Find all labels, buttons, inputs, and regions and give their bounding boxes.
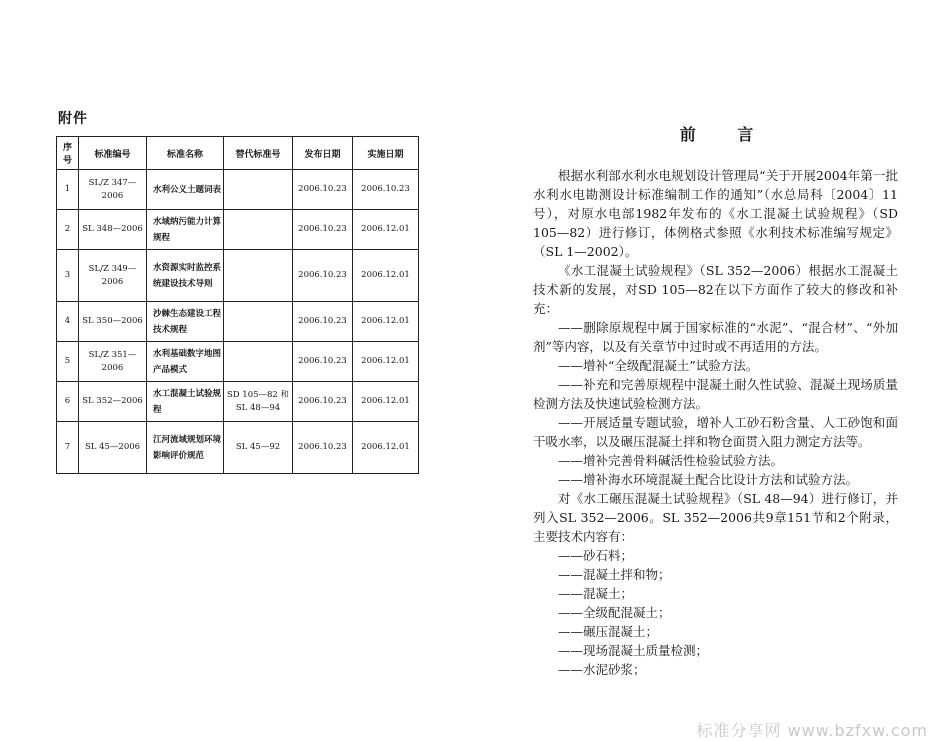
cell-standard-name: 水域纳污能力计算规程 — [147, 210, 224, 250]
change-item: ——开展适量专题试验，增补人工砂石粉含量、人工砂饱和面干吸水率，以及碾压混凝土拌和物仓面贯入阻力测定方法等。 — [533, 415, 898, 449]
cell-index: 7 — [57, 422, 79, 474]
cell-index: 4 — [57, 302, 79, 342]
cell-standard-name: 水资源实时监控系统建设技术导则 — [147, 250, 224, 302]
change-item: ——补充和完善原规程中混凝土耐久性试验、混凝土现场质量检测方法及快速试验检测方法。 — [533, 377, 898, 411]
cell-replaced-standard: SL 45—92 — [224, 422, 293, 474]
table-header-row — [57, 137, 419, 170]
cell-publish-date: 2006.10.23 — [293, 210, 353, 250]
cell-standard-name: 江河流域规划环境影响评价规范 — [147, 422, 224, 474]
preface-paragraph: 根据水利部水利水电规划设计管理局“关于开展2004年第一批水利水电勘测设计标准编制工作的通知”（水总局科〔2004〕11号），对原水电部1982年发布的《水工混凝土试验规程》（SD 105—82）进行修订，体例格式参照《水利技术标准编写规定》（SL 1—2002）。 — [533, 168, 898, 259]
cell-publish-date: 2006.10.23 — [293, 342, 353, 382]
cell-standard-name: 沙棘生态建设工程技术规程 — [147, 302, 224, 342]
table-row — [57, 342, 419, 382]
preface-paragraph: 《水工混凝土试验规程》（SL 352—2006）根据水工混凝土技术新的发展，对SD 105—82在以下方面作了较大的修改和补充： — [533, 263, 898, 316]
cell-effective-date: 2006.12.01 — [353, 250, 419, 302]
table-row — [57, 250, 419, 302]
header-standard-name: 标准名称 — [147, 137, 224, 170]
attachment-title: 附件 — [58, 111, 88, 127]
cell-standard-number: SL/Z 347—2006 — [79, 170, 147, 210]
cell-effective-date: 2006.12.01 — [353, 302, 419, 342]
watermark: 标准分享网 www.bzfxw.com — [696, 721, 928, 740]
header-effective-date: 实施日期 — [353, 137, 419, 170]
header-index: 序号 — [57, 137, 79, 170]
header-standard-number: 标准编号 — [79, 137, 147, 170]
cell-standard-number: SL 350—2006 — [79, 302, 147, 342]
cell-index: 6 — [57, 382, 79, 422]
cell-index: 1 — [57, 170, 79, 210]
cell-replaced-standard — [224, 170, 293, 210]
content-item: ——全级配混凝土； — [558, 605, 671, 620]
change-item: ——删除原规程中属于国家标准的“水泥”、“混合材”、“外加剂”等内容，以及有关章节中过时或不再适用的方法。 — [533, 320, 898, 354]
cell-replaced-standard — [224, 250, 293, 302]
cell-standard-number: SL 348—2006 — [79, 210, 147, 250]
cell-replaced-standard — [224, 302, 293, 342]
cell-effective-date: 2006.12.01 — [353, 210, 419, 250]
standards-table — [56, 136, 419, 474]
table-row — [57, 210, 419, 250]
content-item: ——碾压混凝土； — [558, 624, 659, 639]
cell-publish-date: 2006.10.23 — [293, 170, 353, 210]
cell-replaced-standard — [224, 210, 293, 250]
header-publish-date: 发布日期 — [293, 137, 353, 170]
cell-effective-date: 2006.12.01 — [353, 422, 419, 474]
content-item: ——混凝土； — [558, 586, 634, 601]
cell-index: 5 — [57, 342, 79, 382]
cell-standard-name: 水工混凝土试验规程 — [147, 382, 224, 422]
change-item: ——增补完善骨料碱活性检验试验方法。 — [558, 453, 784, 468]
cell-effective-date: 2006.12.01 — [353, 342, 419, 382]
content-item: ——水泥砂浆； — [558, 662, 646, 677]
cell-index: 3 — [57, 250, 79, 302]
cell-effective-date: 2006.12.01 — [353, 382, 419, 422]
content-item: ——现场混凝土质量检测； — [558, 643, 709, 658]
cell-standard-name: 水利基础数字地图产品模式 — [147, 342, 224, 382]
cell-standard-number: SL/Z 351—2006 — [79, 342, 147, 382]
change-item: ——增补海水环境混凝土配合比设计方法和试验方法。 — [558, 472, 859, 487]
cell-publish-date: 2006.10.23 — [293, 302, 353, 342]
header-replaced-standard: 替代标准号 — [224, 137, 293, 170]
cell-standard-number: SL/Z 349—2006 — [79, 250, 147, 302]
cell-publish-date: 2006.10.23 — [293, 382, 353, 422]
preface-title: 前 言 — [679, 125, 772, 144]
table-row — [57, 422, 419, 474]
content-item: ——砂石料； — [558, 548, 634, 563]
cell-replaced-standard: SD 105—82 和 SL 48—94 — [224, 382, 293, 422]
cell-publish-date: 2006.10.23 — [293, 250, 353, 302]
attachment-section — [56, 108, 418, 474]
table-row — [57, 170, 419, 210]
preface-section — [533, 120, 898, 679]
table-row — [57, 382, 419, 422]
change-item: ——增补“全级配混凝土”试验方法。 — [558, 358, 759, 373]
cell-standard-number: SL 352—2006 — [79, 382, 147, 422]
cell-standard-name: 水利公义土题词表 — [147, 170, 224, 210]
cell-effective-date: 2006.10.23 — [353, 170, 419, 210]
cell-publish-date: 2006.10.23 — [293, 422, 353, 474]
preface-paragraph: 对《水工碾压混凝土试验规程》（SL 48—94）进行修订，并列入SL 352—2006。SL 352—2006共9章151节和2个附录，主要技术内容有： — [533, 491, 898, 544]
content-item: ——混凝土拌和物； — [558, 567, 671, 582]
cell-index: 2 — [57, 210, 79, 250]
cell-standard-number: SL 45—2006 — [79, 422, 147, 474]
cell-replaced-standard — [224, 342, 293, 382]
table-row — [57, 302, 419, 342]
